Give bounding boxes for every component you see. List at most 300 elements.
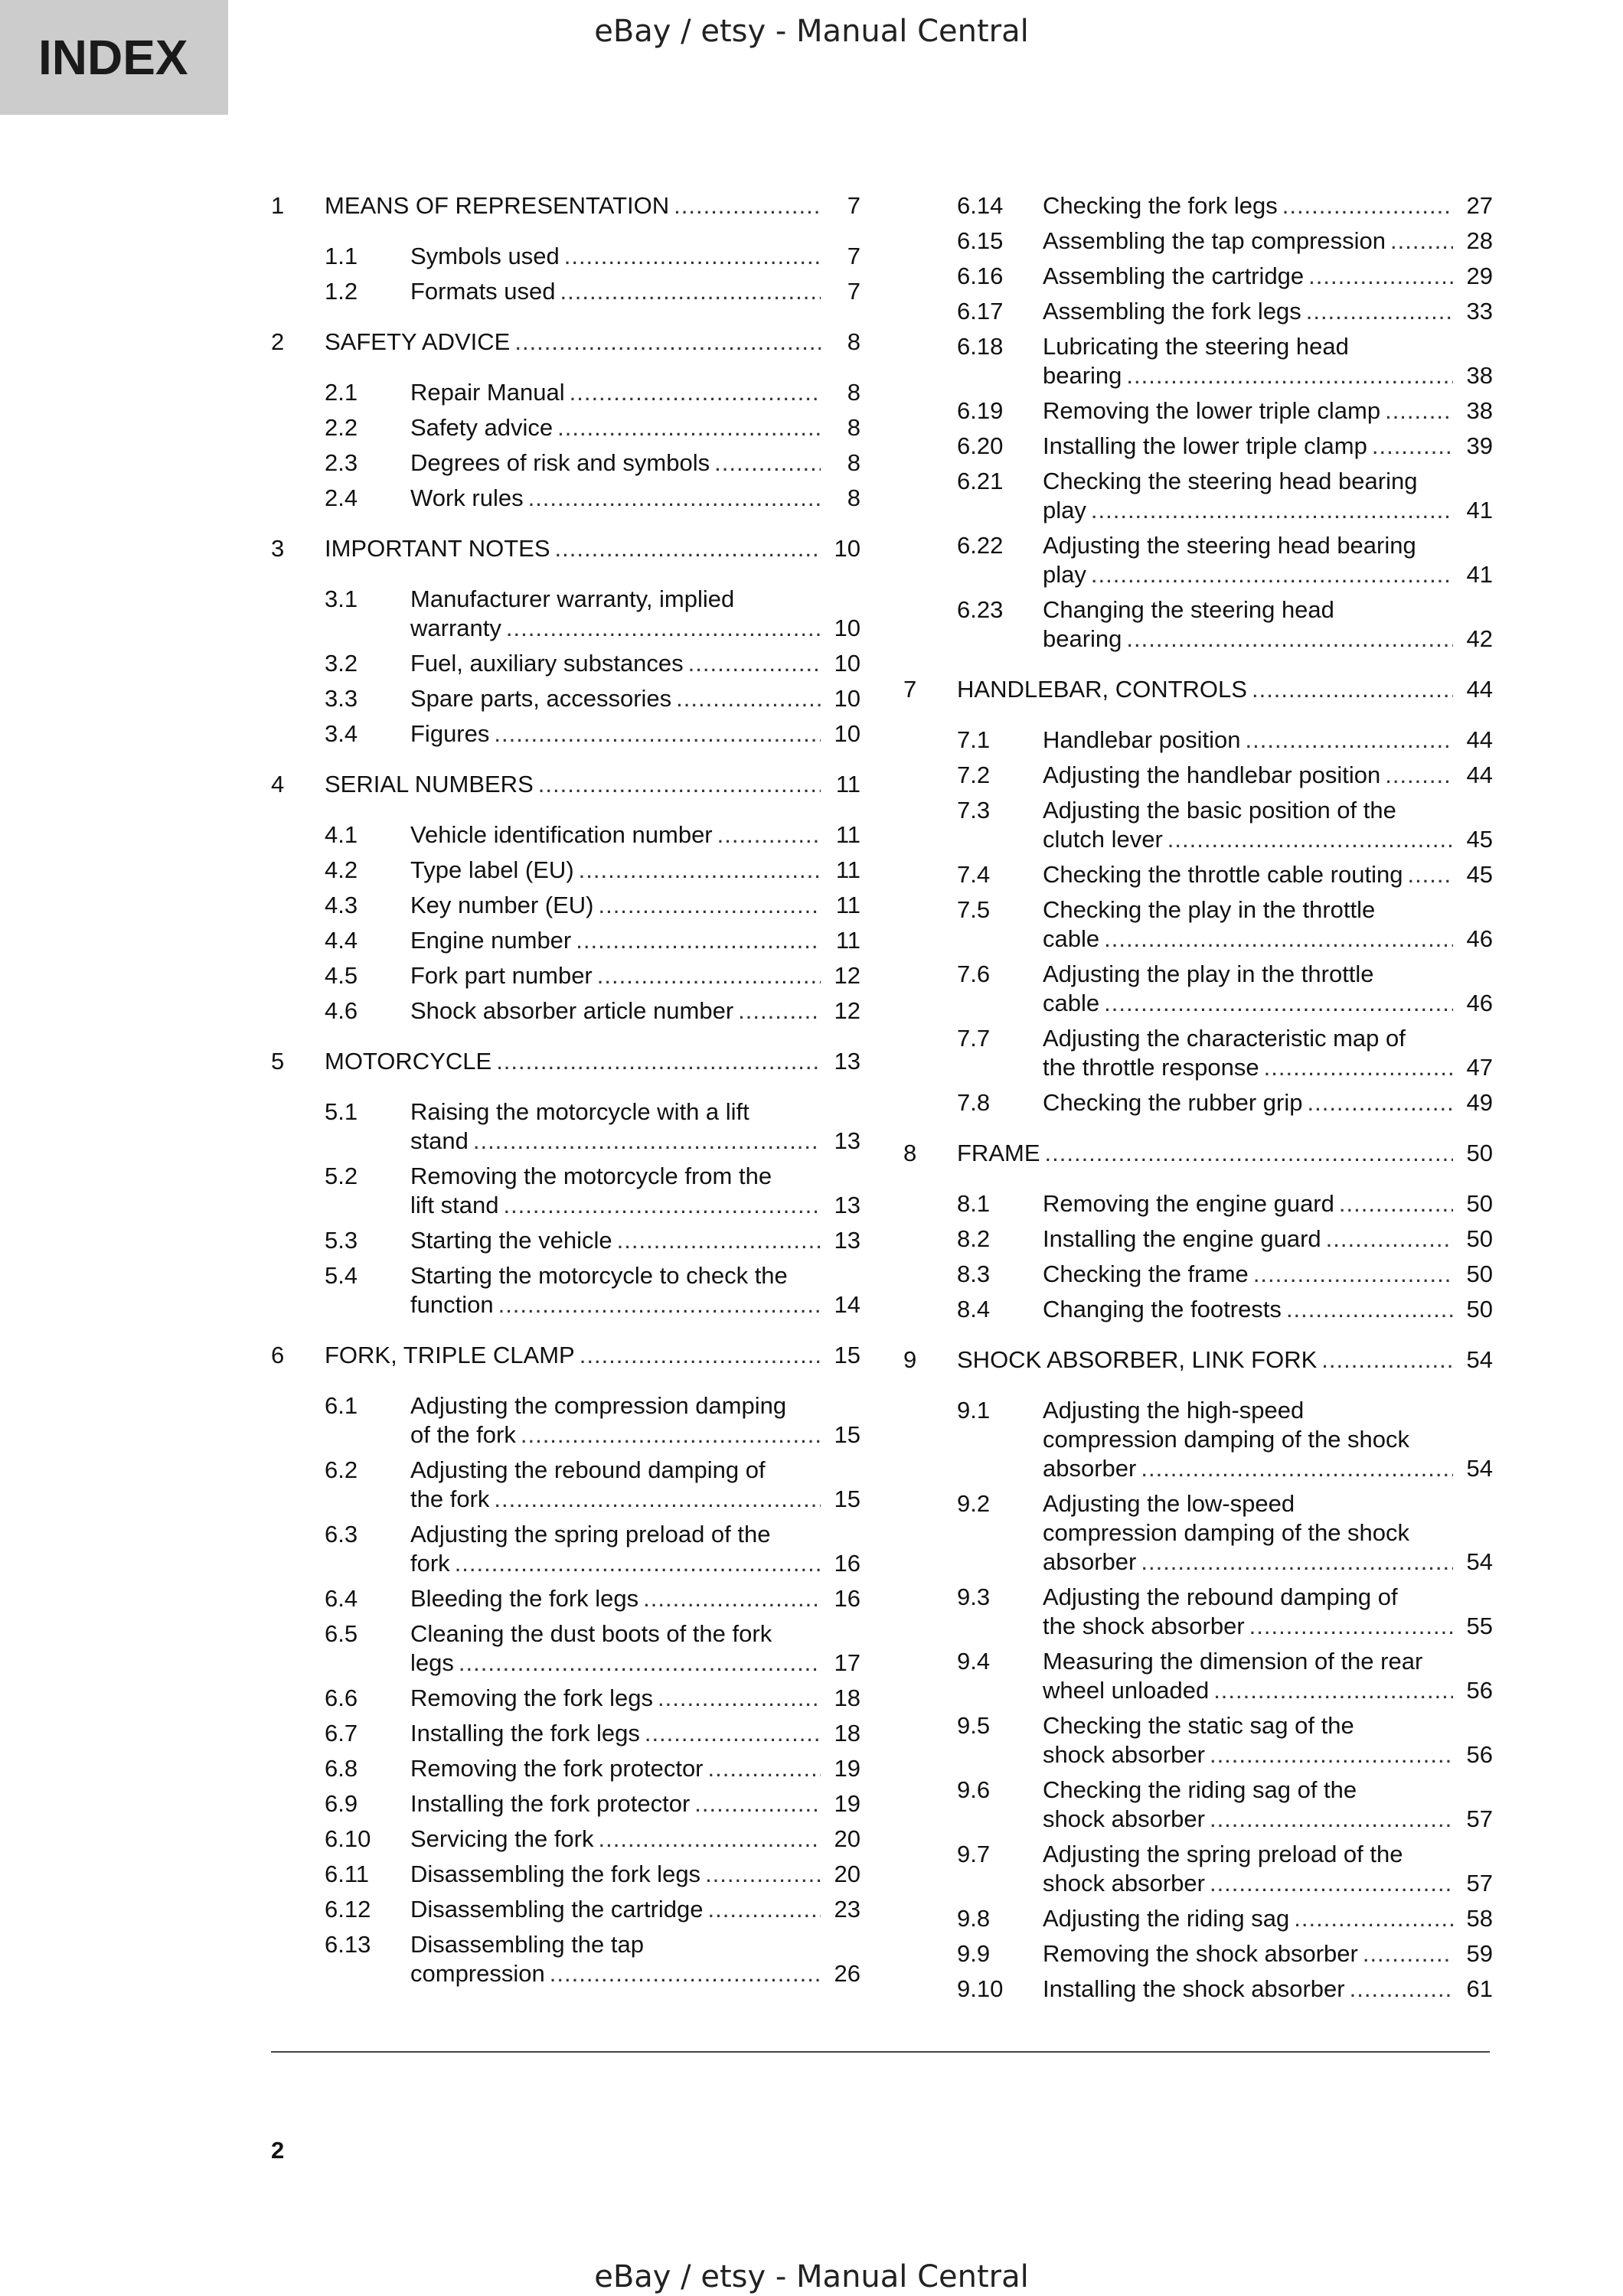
toc-entry[interactable]: [903, 1088, 1493, 1117]
dot-leader: [1264, 1053, 1453, 1082]
dot-leader: [528, 484, 821, 513]
dot-leader: [1385, 761, 1453, 790]
page-ref: 10: [834, 535, 860, 562]
section-number: 9.8: [957, 1905, 991, 1932]
toc-entry[interactable]: [903, 467, 1493, 525]
dot-leader: [1104, 925, 1453, 954]
section-title: SHOCK ABSORBER, LINK FORK: [957, 1346, 1318, 1373]
section-number: 9.10: [957, 1975, 1004, 2002]
section-number: 7.4: [957, 861, 991, 888]
page-ref: 19: [834, 1755, 860, 1782]
dot-leader: [1385, 396, 1453, 426]
section-title: Fork part number: [410, 962, 593, 989]
page-ref: 8: [847, 379, 860, 406]
page-ref: 15: [834, 1486, 860, 1512]
section-title: fork: [410, 1550, 450, 1577]
toc-entry[interactable]: [903, 1939, 1493, 1968]
section-title-line: Checking the riding sag of the: [1043, 1776, 1357, 1803]
toc-entry[interactable]: [903, 1489, 1493, 1577]
toc-chapter[interactable]: [903, 675, 1493, 704]
section-title: Installing the fork legs: [410, 1720, 640, 1746]
section-title: Assembling the tap compression: [1043, 227, 1386, 254]
dot-leader: [459, 1649, 821, 1678]
section-number: 4.5: [325, 962, 358, 989]
section-title: Assembling the fork legs: [1043, 298, 1301, 325]
toc-entry[interactable]: [903, 1295, 1493, 1324]
section-title: Removing the engine guard: [1043, 1190, 1334, 1217]
toc-entry[interactable]: [271, 1226, 860, 1255]
section-title: play: [1043, 561, 1086, 588]
section-title: of the fork: [410, 1421, 516, 1448]
dot-leader: [674, 191, 821, 220]
toc-entry[interactable]: [271, 1261, 860, 1319]
toc-entry[interactable]: [271, 1754, 860, 1783]
section-number: 6.13: [325, 1931, 371, 1958]
section-title: Vehicle identification number: [410, 821, 713, 848]
section-title: Removing the fork legs: [410, 1684, 654, 1711]
section-number: 6.5: [325, 1620, 358, 1647]
toc-entry[interactable]: [903, 1225, 1493, 1254]
toc-entry[interactable]: [903, 860, 1493, 889]
toc-entry[interactable]: [271, 1520, 860, 1578]
page-ref: 61: [1466, 1975, 1493, 2002]
toc-entry[interactable]: [271, 1619, 860, 1678]
section-number: 4.3: [325, 892, 358, 918]
section-title: Disassembling the cartridge: [410, 1896, 704, 1923]
section-title: Installing the lower triple clamp: [1043, 432, 1367, 459]
page-ref: 18: [834, 1684, 860, 1711]
section-title-line: Adjusting the spring preload of the: [1043, 1841, 1403, 1867]
toc-right-column: [903, 191, 1493, 2010]
dot-leader: [1308, 262, 1453, 291]
toc-entry[interactable]: [271, 961, 860, 990]
dot-leader: [1210, 1805, 1453, 1834]
section-title-line: Cleaning the dust boots of the fork: [410, 1620, 772, 1647]
section-title: clutch lever: [1043, 826, 1163, 853]
page-ref: 20: [834, 1861, 860, 1887]
section-number: 9.9: [957, 1940, 991, 1967]
page-ref: 50: [1466, 1190, 1493, 1217]
section-number: 6.15: [957, 227, 1004, 254]
section-number: 6.7: [325, 1720, 358, 1746]
section-title: FRAME: [957, 1140, 1040, 1166]
section-number: 5.1: [325, 1098, 358, 1125]
page-ref: 12: [834, 962, 860, 989]
section-number: 2.2: [325, 414, 358, 441]
section-title-line: Checking the static sag of the: [1043, 1712, 1354, 1739]
dot-leader: [598, 891, 821, 920]
section-number: 9.4: [957, 1648, 991, 1675]
page-ref: 17: [834, 1649, 860, 1676]
dot-leader: [1306, 297, 1453, 326]
dot-leader: [617, 1226, 821, 1255]
section-title: Removing the fork protector: [410, 1755, 704, 1782]
section-title-line: Starting the motorcycle to check the: [410, 1262, 788, 1289]
dot-leader: [473, 1127, 821, 1156]
toc-entry[interactable]: [271, 684, 860, 713]
dot-leader: [694, 1789, 821, 1818]
dot-leader: [455, 1549, 821, 1578]
section-title: shock absorber: [1043, 1805, 1205, 1832]
page-ref: 45: [1466, 861, 1493, 888]
section-title: shock absorber: [1043, 1741, 1205, 1768]
section-title: play: [1043, 497, 1086, 523]
section-title: wheel unloaded: [1043, 1677, 1210, 1704]
page-ref: 27: [1466, 192, 1493, 219]
toc-entry[interactable]: [271, 891, 860, 920]
page-ref: 54: [1466, 1346, 1493, 1373]
toc-entry[interactable]: [903, 1396, 1493, 1483]
section-number: 8.2: [957, 1225, 991, 1252]
dot-leader: [597, 961, 821, 990]
section-number: 7.7: [957, 1025, 991, 1052]
section-number: 6.22: [957, 532, 1004, 559]
dot-leader: [555, 534, 821, 563]
toc-entry[interactable]: [903, 726, 1493, 755]
toc-entry[interactable]: [271, 1930, 860, 1988]
dot-leader: [738, 996, 821, 1026]
page-ref: 15: [834, 1342, 860, 1368]
section-number: 9.7: [957, 1841, 991, 1867]
section-number: 6.18: [957, 333, 1004, 360]
toc-entry[interactable]: [271, 413, 860, 442]
dot-leader: [498, 1290, 821, 1319]
toc-entry[interactable]: [271, 378, 860, 407]
section-number: 9.2: [957, 1490, 991, 1517]
toc-entry[interactable]: [903, 1647, 1493, 1705]
section-number: 4.4: [325, 927, 358, 954]
dot-leader: [560, 277, 821, 306]
toc-entry[interactable]: [903, 227, 1493, 256]
dot-leader: [708, 1895, 821, 1924]
section-title: Work rules: [410, 484, 524, 511]
dot-leader: [564, 242, 821, 271]
toc-entry[interactable]: [903, 895, 1493, 954]
page-ref: 55: [1466, 1613, 1493, 1639]
section-title: stand: [410, 1127, 469, 1154]
toc-entry[interactable]: [271, 1162, 860, 1220]
section-number: 9.3: [957, 1583, 991, 1610]
section-title-line: Adjusting the spring preload of the: [410, 1521, 771, 1548]
toc-entry[interactable]: [271, 1860, 860, 1889]
section-title-line: Disassembling the tap: [410, 1931, 644, 1958]
section-number: 2.1: [325, 379, 358, 406]
section-title: cable: [1043, 990, 1100, 1016]
page-ref: 57: [1466, 1870, 1493, 1896]
section-number: 2.4: [325, 484, 358, 511]
dot-leader: [1363, 1939, 1453, 1968]
toc-entry[interactable]: [903, 1975, 1493, 2004]
section-number: 3: [271, 535, 285, 562]
dot-leader: [688, 649, 821, 678]
section-number: 6.14: [957, 192, 1004, 219]
section-title: the shock absorber: [1043, 1613, 1245, 1639]
page-ref: 16: [834, 1585, 860, 1612]
section-title: absorber: [1043, 1548, 1137, 1575]
dot-leader: [1213, 1676, 1453, 1705]
page-ref: 41: [1466, 561, 1493, 588]
dot-leader: [658, 1684, 821, 1713]
dot-leader: [576, 926, 821, 955]
section-title: Degrees of risk and symbols: [410, 449, 710, 476]
page-ref: 18: [834, 1720, 860, 1746]
dot-leader: [494, 719, 821, 748]
page-ref: 42: [1466, 625, 1493, 652]
section-number: 6.20: [957, 432, 1004, 459]
toc-entry[interactable]: [271, 1391, 860, 1450]
dot-leader: [714, 448, 821, 478]
toc-entry[interactable]: [903, 761, 1493, 790]
section-number: 8.3: [957, 1261, 991, 1287]
dot-leader: [1104, 989, 1453, 1018]
toc-entry[interactable]: [903, 531, 1493, 589]
dot-leader: [1045, 1139, 1454, 1168]
toc-entry[interactable]: [903, 796, 1493, 854]
section-title: Handlebar position: [1043, 726, 1241, 753]
toc-entry[interactable]: [271, 277, 860, 306]
dot-leader: [496, 1047, 821, 1076]
dot-leader: [514, 328, 821, 357]
section-title: Removing the lower triple clamp: [1043, 397, 1381, 424]
page-number: 2: [271, 2137, 285, 2164]
section-title: Installing the shock absorber: [1043, 1975, 1345, 2002]
page-ref: 57: [1466, 1805, 1493, 1832]
section-title: Checking the fork legs: [1043, 192, 1278, 219]
section-number: 7.5: [957, 896, 991, 923]
page-ref: 11: [835, 856, 860, 883]
page-ref: 14: [834, 1291, 860, 1318]
section-number: 6.10: [325, 1825, 371, 1852]
section-number: 4.1: [325, 821, 358, 848]
toc-entry[interactable]: [903, 1260, 1493, 1289]
toc-entry[interactable]: [271, 820, 860, 850]
section-title-line: Checking the steering head bearing: [1043, 468, 1418, 494]
dot-leader: [557, 413, 821, 442]
toc-entry[interactable]: [271, 719, 860, 748]
section-title-line: Adjusting the rebound damping of: [410, 1456, 766, 1483]
section-title: legs: [410, 1649, 454, 1676]
section-title: Type label (EU): [410, 856, 574, 883]
section-number: 1.2: [325, 278, 358, 305]
page-ref: 11: [835, 821, 860, 848]
page-ref: 44: [1466, 762, 1493, 788]
section-number: 6.17: [957, 298, 1004, 325]
dot-leader: [1372, 432, 1453, 461]
section-title: Removing the shock absorber: [1043, 1940, 1358, 1967]
section-title: HANDLEBAR, CONTROLS: [957, 676, 1247, 703]
page-ref: 10: [834, 720, 860, 747]
dot-leader: [1286, 1295, 1453, 1324]
toc-entry[interactable]: [903, 1583, 1493, 1641]
section-number: 6.3: [325, 1521, 358, 1548]
dot-leader: [645, 1719, 821, 1748]
toc-entry[interactable]: [903, 960, 1493, 1018]
dot-leader: [676, 684, 821, 713]
dot-leader: [521, 1420, 821, 1450]
toc-entry[interactable]: [271, 1789, 860, 1818]
toc-entry[interactable]: [903, 1840, 1493, 1898]
dot-leader: [1321, 1345, 1453, 1375]
page-ref: 54: [1466, 1455, 1493, 1482]
toc-chapter[interactable]: [903, 1139, 1493, 1168]
dot-leader: [1126, 361, 1453, 390]
toc-entry[interactable]: [271, 1719, 860, 1748]
toc-entry[interactable]: [903, 262, 1493, 291]
page-ref: 44: [1466, 726, 1493, 753]
toc-entry[interactable]: [271, 448, 860, 478]
section-title: bearing: [1043, 362, 1122, 389]
section-title: compression: [410, 1960, 545, 1987]
toc-entry[interactable]: [903, 1776, 1493, 1834]
section-title: Engine number: [410, 927, 572, 954]
page-ref: 8: [847, 449, 860, 476]
dot-leader: [643, 1584, 821, 1613]
toc-chapter[interactable]: [271, 328, 860, 357]
section-title: absorber: [1043, 1455, 1137, 1482]
toc-entry[interactable]: [903, 595, 1493, 654]
dot-leader: [1141, 1548, 1453, 1577]
page-ref: 50: [1466, 1261, 1493, 1287]
section-number: 4.2: [325, 856, 358, 883]
section-title: the fork: [410, 1486, 490, 1512]
toc-entry[interactable]: [271, 996, 860, 1026]
section-number: 6.4: [325, 1585, 358, 1612]
section-title: Checking the throttle cable routing: [1043, 861, 1403, 888]
toc-entry[interactable]: [903, 191, 1493, 220]
page-ref: 49: [1466, 1089, 1493, 1116]
dot-leader: [1407, 860, 1453, 889]
toc-entry[interactable]: [271, 926, 860, 955]
page-ref: 29: [1466, 263, 1493, 289]
section-number: 4.6: [325, 997, 358, 1024]
page-ref: 59: [1466, 1940, 1493, 1967]
index-tab: INDEX: [0, 0, 228, 115]
section-number: 5.4: [325, 1262, 358, 1289]
toc-chapter[interactable]: [271, 1341, 860, 1370]
section-number: 8.1: [957, 1190, 991, 1217]
toc-entry[interactable]: [903, 297, 1493, 326]
page-ref: 33: [1466, 298, 1493, 325]
toc-entry[interactable]: [271, 1895, 860, 1924]
page-ref: 50: [1466, 1140, 1493, 1166]
toc-chapter[interactable]: [271, 1047, 860, 1076]
section-title: Adjusting the handlebar position: [1043, 762, 1381, 788]
section-title: Bleeding the fork legs: [410, 1585, 639, 1612]
section-title: shock absorber: [1043, 1870, 1205, 1896]
section-number: 6.8: [325, 1755, 358, 1782]
dot-leader: [705, 1860, 821, 1889]
section-title: Figures: [410, 720, 490, 747]
page-ref: 39: [1466, 432, 1493, 459]
toc-chapter[interactable]: [271, 770, 860, 799]
section-title: Shock absorber article number: [410, 997, 734, 1024]
page-ref: 56: [1466, 1677, 1493, 1704]
section-title-line: Adjusting the characteristic map of: [1043, 1025, 1406, 1052]
page-ref: 7: [847, 192, 860, 219]
page-ref: 11: [835, 892, 860, 918]
section-number: 7: [903, 676, 917, 703]
section-number: 7.8: [957, 1089, 991, 1116]
section-number: 6.1: [325, 1392, 358, 1419]
section-title-line: Adjusting the rebound damping of: [1043, 1583, 1398, 1610]
toc-chapter[interactable]: [903, 1345, 1493, 1375]
toc-entry[interactable]: [271, 856, 860, 885]
section-number: 1: [271, 192, 285, 219]
dot-leader: [1294, 1904, 1453, 1933]
toc-entry[interactable]: [903, 1904, 1493, 1933]
page-ref: 44: [1466, 676, 1493, 703]
toc-entry[interactable]: [271, 242, 860, 271]
section-number: 2.3: [325, 449, 358, 476]
section-title: Assembling the cartridge: [1043, 263, 1305, 289]
section-title: MOTORCYCLE: [325, 1048, 492, 1075]
toc-entry[interactable]: [903, 1024, 1493, 1082]
toc-entry[interactable]: [271, 1584, 860, 1613]
toc-entry[interactable]: [271, 585, 860, 643]
toc-entry[interactable]: [271, 1825, 860, 1854]
section-number: 9: [903, 1346, 917, 1373]
toc-entry[interactable]: [271, 484, 860, 513]
dot-leader: [1091, 496, 1453, 525]
dot-leader: [599, 1825, 821, 1854]
page-ref: 54: [1466, 1548, 1493, 1575]
section-title: Servicing the fork: [410, 1825, 594, 1852]
toc-entry[interactable]: [271, 1097, 860, 1156]
section-title: Key number (EU): [410, 892, 594, 918]
footer-divider: [271, 2051, 1490, 2053]
toc-entry[interactable]: [903, 432, 1493, 461]
section-number: 6.2: [325, 1456, 358, 1483]
page-ref: 50: [1466, 1296, 1493, 1322]
dot-leader: [538, 770, 821, 799]
dot-leader: [1253, 1260, 1453, 1289]
section-number: 3.3: [325, 685, 358, 712]
section-number: 6.16: [957, 263, 1004, 289]
section-title: Checking the rubber grip: [1043, 1089, 1303, 1116]
dot-leader: [550, 1959, 821, 1988]
toc-entry[interactable]: [903, 1189, 1493, 1218]
page-ref: 46: [1466, 990, 1493, 1016]
section-number: 9.5: [957, 1712, 991, 1739]
toc-chapter[interactable]: [271, 534, 860, 563]
section-number: 1.1: [325, 243, 358, 269]
section-title-line: Raising the motorcycle with a lift: [410, 1098, 749, 1125]
section-title-line: Adjusting the high-speed: [1043, 1397, 1305, 1424]
dot-leader: [570, 378, 821, 407]
toc-entry[interactable]: [903, 396, 1493, 426]
page-ref: 41: [1466, 497, 1493, 523]
toc-left-column: [271, 191, 860, 1994]
toc-entry[interactable]: [271, 649, 860, 678]
section-title-line: Adjusting the steering head bearing: [1043, 532, 1416, 559]
section-title-line: Manufacturer warranty, implied: [410, 585, 735, 612]
page-ref: 38: [1466, 362, 1493, 389]
page-ref: 10: [834, 650, 860, 677]
page-ref: 28: [1466, 227, 1493, 254]
section-title-line: compression damping of the shock: [1043, 1426, 1410, 1453]
section-title: IMPORTANT NOTES: [325, 535, 550, 562]
toc-entry[interactable]: [903, 332, 1493, 390]
toc-entry[interactable]: [271, 1684, 860, 1713]
section-title: Starting the vehicle: [410, 1227, 612, 1254]
toc-entry[interactable]: [271, 1456, 860, 1514]
toc-entry[interactable]: [903, 1711, 1493, 1769]
section-number: 3.2: [325, 650, 358, 677]
section-title-line: Lubricating the steering head: [1043, 333, 1349, 360]
section-title-line: Adjusting the play in the throttle: [1043, 960, 1374, 987]
toc-chapter[interactable]: [271, 191, 860, 220]
section-number: 5.2: [325, 1163, 358, 1189]
